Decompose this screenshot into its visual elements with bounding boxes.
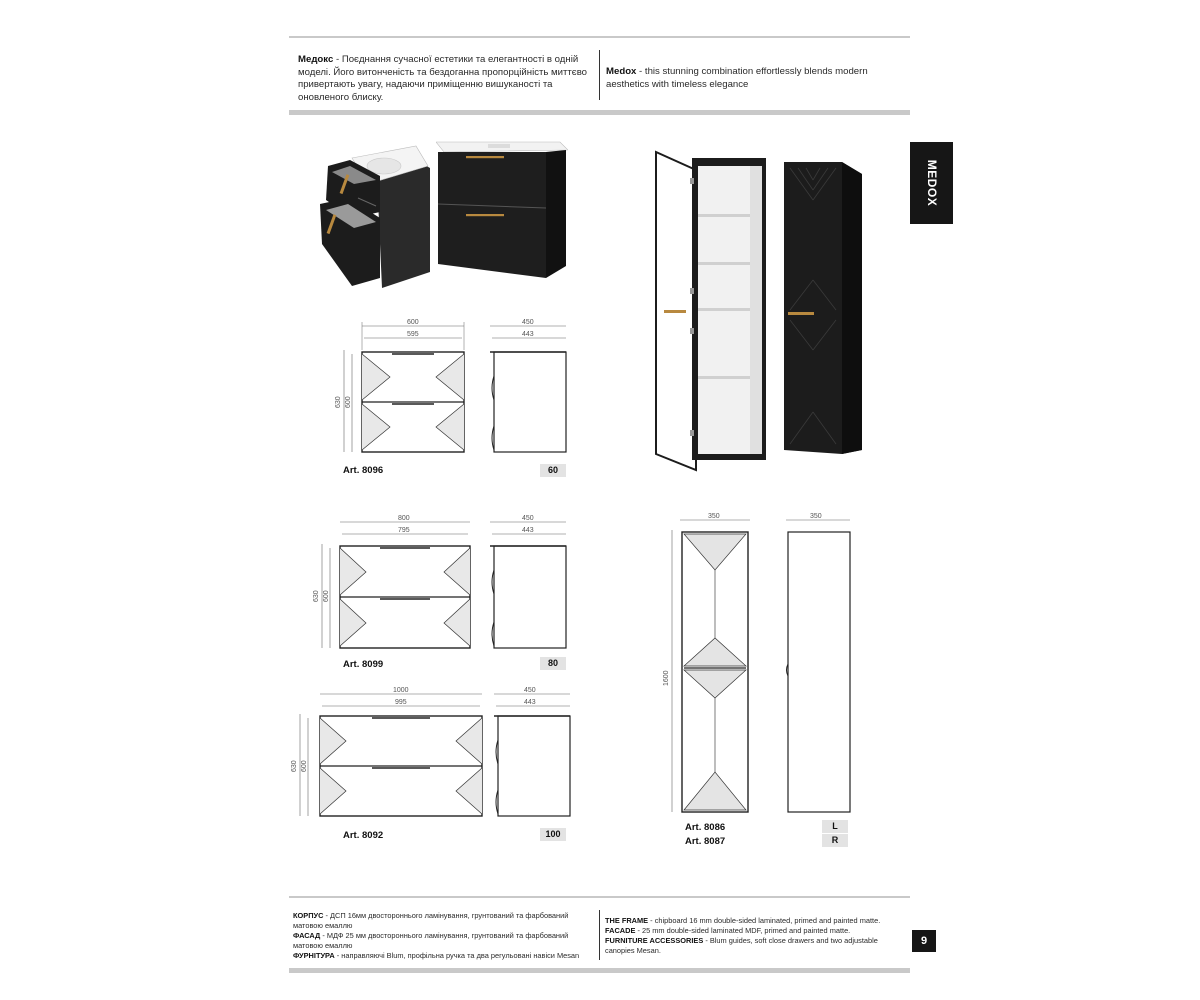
dim-600-h: 600 [345,396,352,408]
dim-450-80: 450 [522,515,534,522]
intro-en-text: - this stunning combination effortlessly blends modern aesthetics with timeless elegance [606,66,868,90]
dim-630-100: 630 [291,760,298,772]
footer-ua [293,911,593,961]
dim-600-80: 600 [323,590,330,602]
vanity-open-render [318,140,438,302]
footer-divider [599,910,600,960]
dim-600-100: 600 [301,760,308,772]
drawing-8099-front [310,512,476,652]
article-8099: Art. 8099 [343,659,384,670]
vanity-closed-render [436,138,568,284]
dim-800: 800 [398,515,410,522]
dim-443: 443 [522,331,534,338]
drawing-8092-front [290,684,486,820]
footer-bottom-rule [289,968,910,973]
article-8087: Art. 8087 [685,836,726,847]
footer-en-accessories: FURNITURE ACCESSORIES - Blum guides, soft close drawers and two adjustable canopies Mesan. [605,936,878,955]
size-badge-60: 60 [540,464,566,477]
size-badge-100: 100 [540,828,566,841]
article-8096: Art. 8096 [343,465,384,476]
dim-630: 630 [335,396,342,408]
footer-top-rule [289,896,910,898]
article-8092: Art. 8092 [343,830,384,841]
footer-ua-accessories: ФУРНІТУРА - направляючі Blum, профільна ручка та два регульовані навіси Mesan [293,951,580,960]
dim-450-100: 450 [524,687,536,694]
dim-443-100: 443 [524,699,536,706]
collection-side-tab [910,142,953,224]
intro-divider [599,50,600,100]
intro-en [606,66,906,91]
tall-cabinet-open-render [650,148,772,473]
dim-443-80: 443 [522,527,534,534]
dim-450: 450 [522,319,534,326]
intro-ua [298,54,593,104]
article-8086: Art. 8086 [685,822,726,833]
size-badge-L: L [822,820,848,833]
drawing-8092-side [490,684,574,820]
intro-en-brand: Medox [606,66,637,77]
dim-350-side: 350 [810,513,822,520]
dim-1600: 1600 [663,670,670,686]
footer-ua-facade: ФАСАД - МДФ 25 мм двостороннього ламінування, грунтований та фарбований матовою емаллю [293,931,569,950]
tall-cabinet-closed-render [780,160,866,456]
dim-595: 595 [407,331,419,338]
side-tab-label: MEDOX [924,159,939,207]
dim-795: 795 [398,527,410,534]
drawing-8086-front [660,510,756,816]
intro-ua-text: - Поєднання сучасної естетики та елегантності в одній моделі. Його витонченість та бездоганна пропорційність миттєво привертають увагу, надаючи приміщенню вишуканості та оновленого блиску. [298,54,588,103]
footer-en [605,916,905,956]
dim-630-80: 630 [313,590,320,602]
dim-1000: 1000 [393,687,409,694]
drawing-8086-side [780,510,856,816]
dim-350: 350 [708,513,720,520]
footer-en-frame: THE FRAME - chipboard 16 mm double-sided laminated, primed and painted matte. [605,916,881,925]
drawing-8096-side [486,316,570,458]
page-number: 9 [912,930,936,952]
top-rule [289,36,910,38]
dim-600: 600 [407,319,419,326]
footer-en-facade: FACADE - 25 mm double-sided laminated MDF, primed and painted matte. [605,926,851,935]
drawing-8096-front [330,316,470,458]
drawing-8099-side [486,512,570,652]
size-badge-R: R [822,834,848,847]
footer-ua-frame: КОРПУС - ДСП 16мм двостороннього ламінування, грунтований та фарбований матовою емаллю [293,911,569,930]
intro-ua-brand: Медокс [298,54,334,65]
intro-bottom-rule [289,110,910,115]
size-badge-80: 80 [540,657,566,670]
dim-995: 995 [395,699,407,706]
